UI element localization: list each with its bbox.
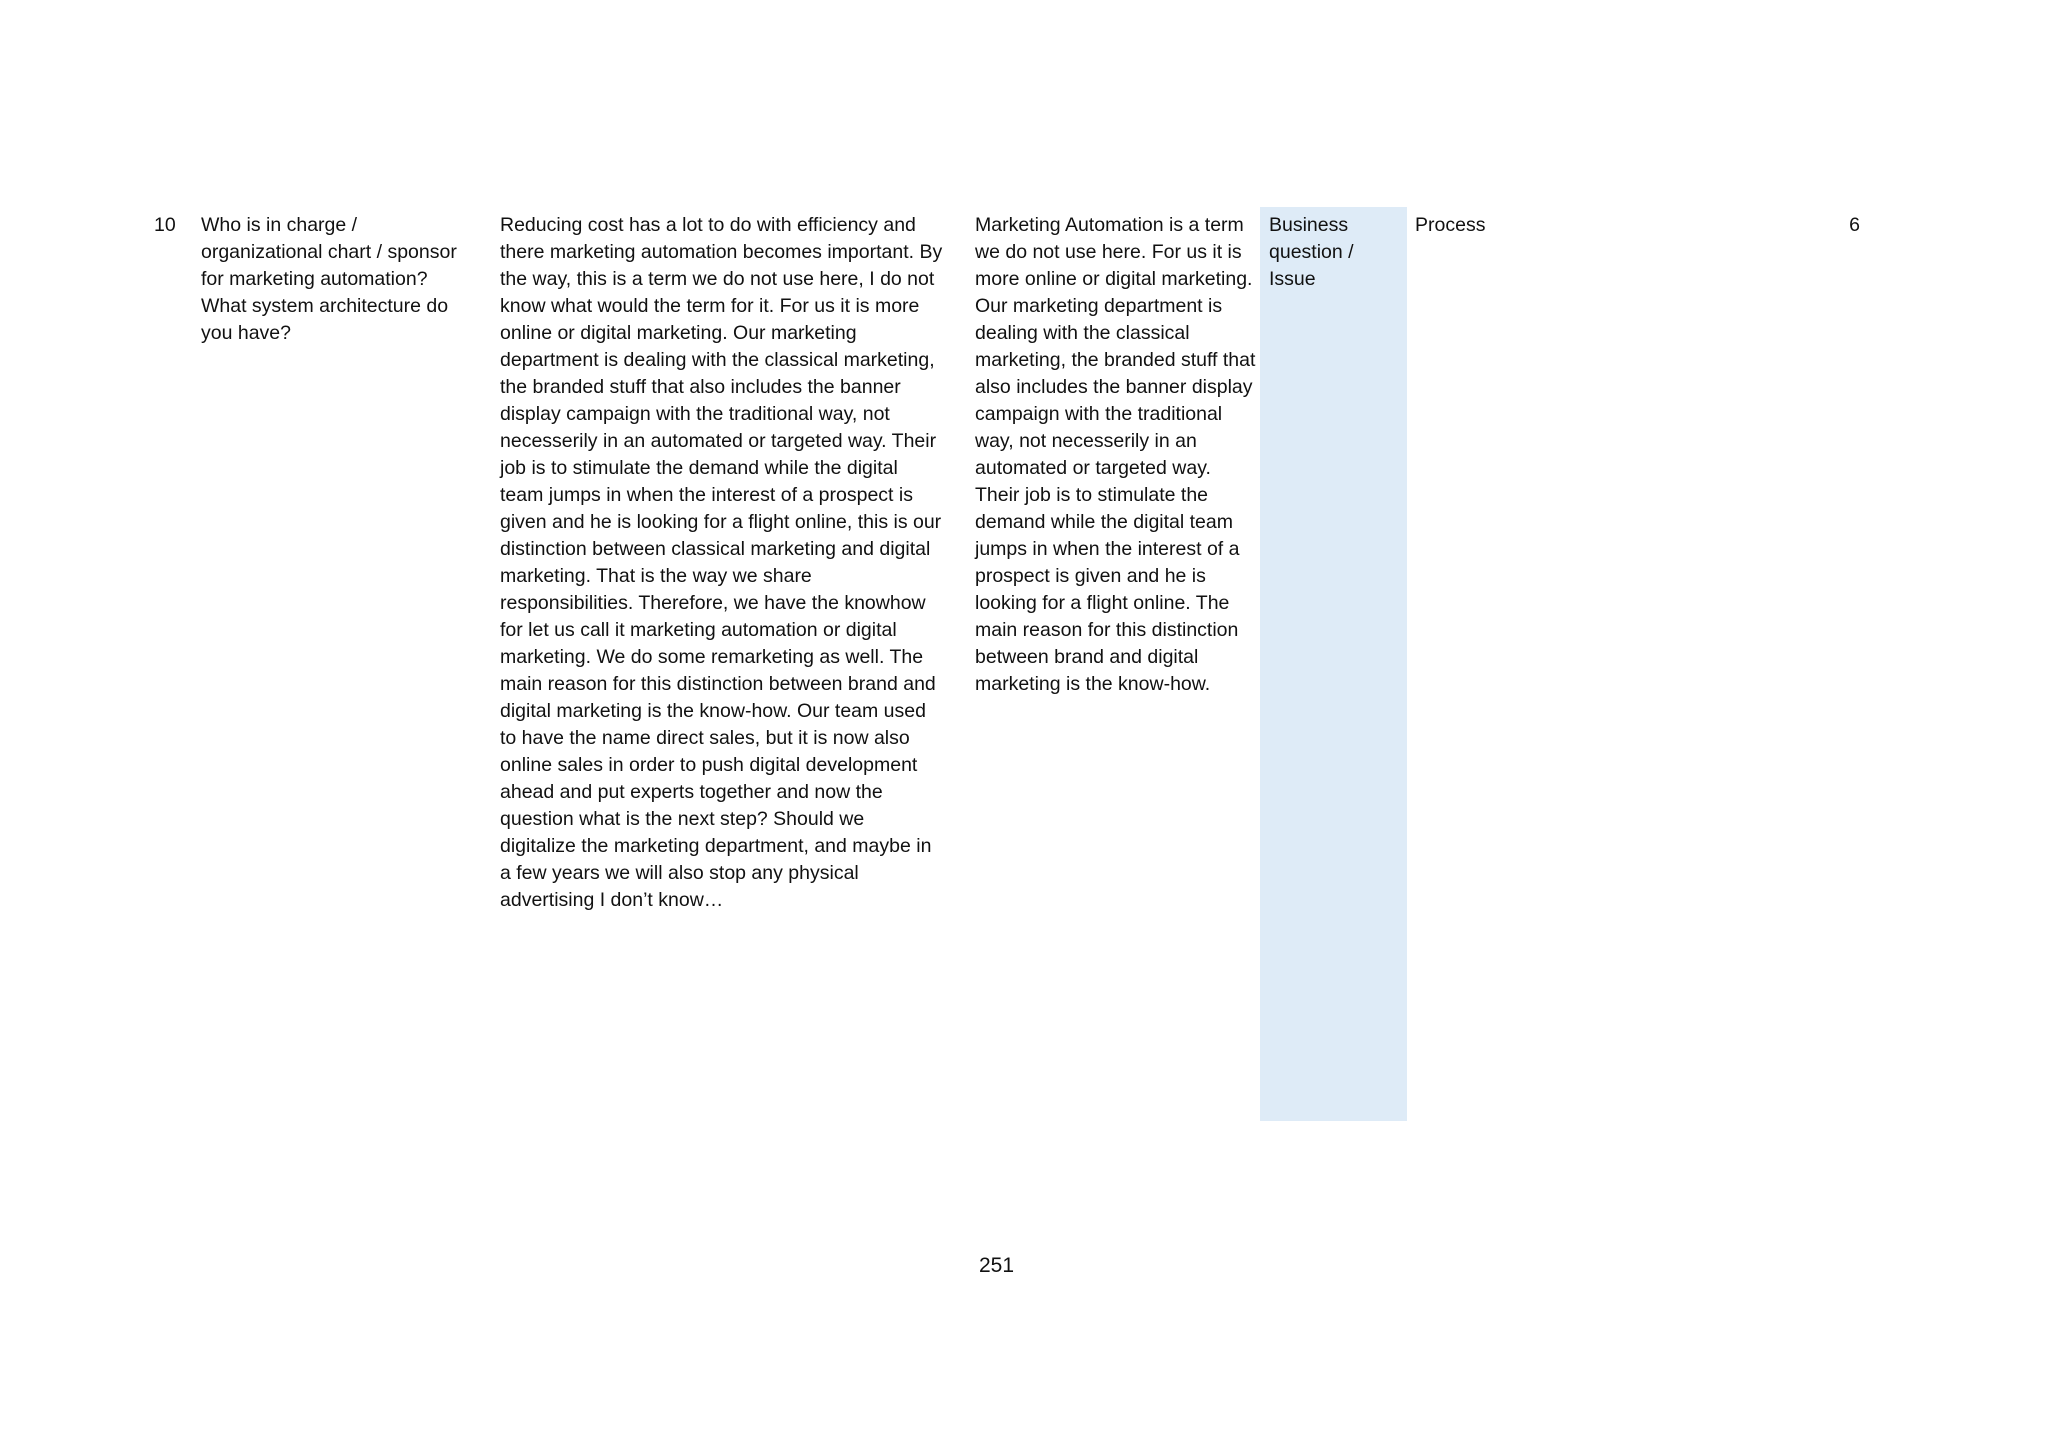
interview-question: Who is in charge / organizational chart / sponsor for marketing automation? What system architecture do you have? bbox=[201, 214, 457, 344]
answer-summary: Marketing Automation is a term we do not use here. For us it is more online or digital marketing. Our marketing department is dealing with the classical marketing, the branded stuff that also includes the banner display campaign with the traditional way, not necesserily in an automated or targeted way. Their job is to stimulate the demand while the digital team jumps in when the interest of a prospect is given and he is looking for a flight online. The main reason for this distinction between brand and digital marketing is the know-how. bbox=[975, 214, 1256, 695]
category-cell: Business question / Issue bbox=[1260, 207, 1407, 1121]
interview-answer: Reducing cost has a lot to do with efficiency and there marketing automation becomes important. By the way, this is a term we do not use here, I do not know what would the term for it. For us it is more online or digital marketing. Our marketing department is dealing with the classical marketing, the branded stuff that also includes the banner display campaign with the traditional way, not necesserily in an automated or targeted way. Their job is to stimulate the demand while the digital team jumps in when the interest of a prospect is given and he is looking for a flight online, this is our distinction between classical marketing and digital marketing. That is the way we share responsibilities. Therefore, we have the knowhow for let us call it marketing automation or digital marketing. We do some remarketing as well. The main reason for this distinction between brand and digital marketing is the know-how. Our team used to have the name direct sales, but it is now also online sales in order to push digital development ahead and put experts together and now the question what is the next step? Should we digitalize the marketing department, and maybe in a few years we will also stop any physical advertising I don’t know… bbox=[500, 214, 943, 911]
type-cell: Process bbox=[1415, 214, 1486, 236]
page-number: 251 bbox=[978, 1254, 1015, 1277]
row-number: 10 bbox=[154, 214, 176, 236]
table-row bbox=[0, 207, 2048, 1121]
score-cell: 6 bbox=[1849, 214, 1860, 236]
